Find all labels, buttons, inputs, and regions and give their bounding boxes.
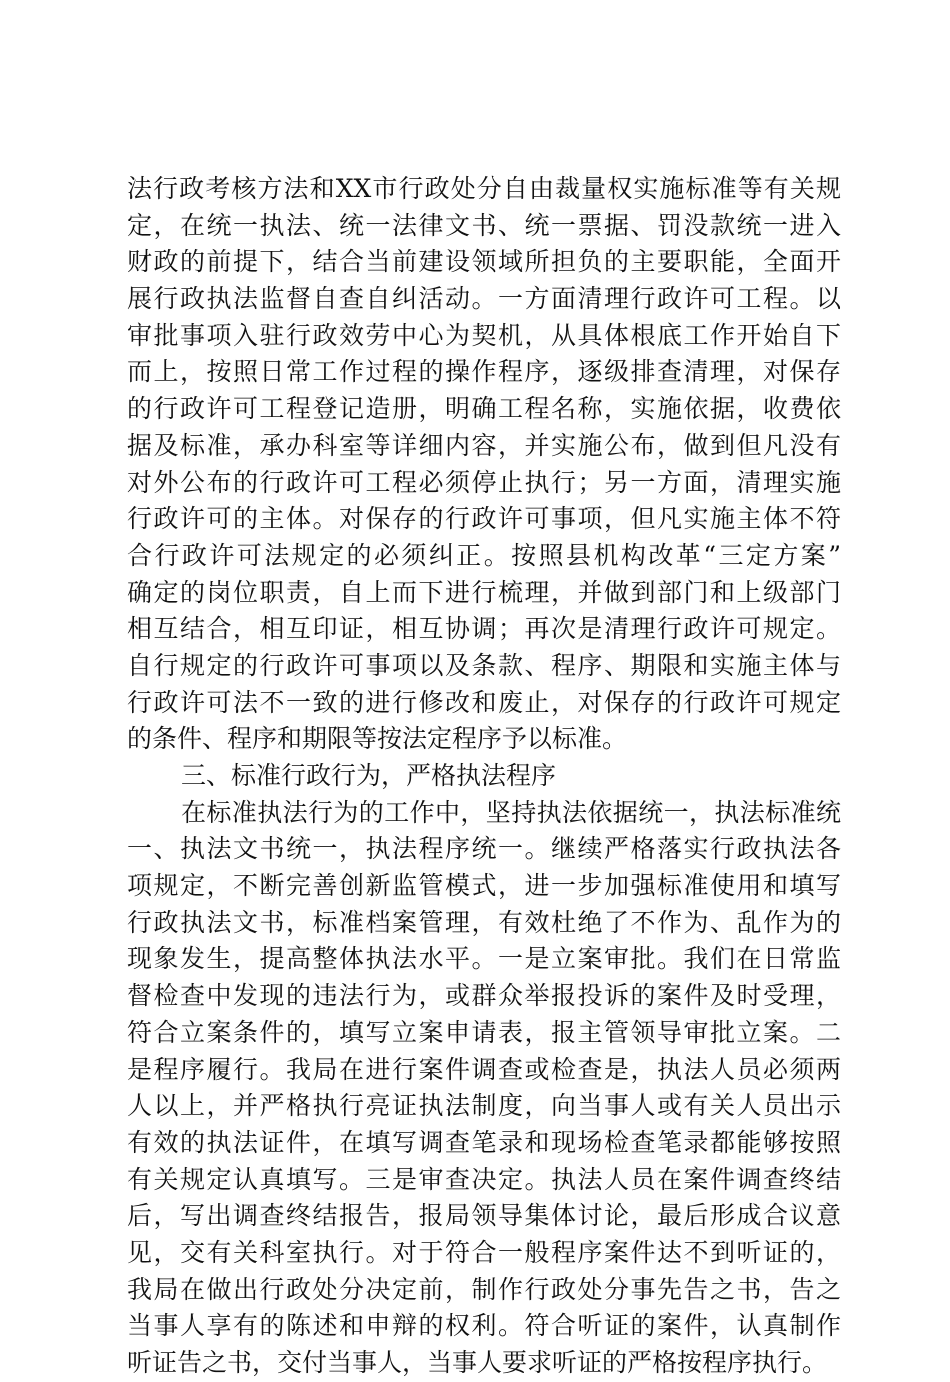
paragraph-2-line: 项规定，不断完善创新监管模式，进一步加强标准使用和填写 <box>127 871 841 901</box>
paragraph-2-line: 听证告之书，交付当事人，当事人要求听证的严格按程序执行。 <box>127 1348 828 1377</box>
paragraph-1-line: 的条件、程序和期限等按法定程序予以标准。 <box>127 724 628 754</box>
paragraph-1-line: 审批事项入驻行政效劳中心为契机，从具体根底工作开始自下 <box>127 320 841 350</box>
paragraph-1-line: 行政许可法不一致的进行修改和废止，对保存的行政许可规定 <box>127 687 841 717</box>
paragraph-2-line: 一、执法文书统一，执法程序统一。继续严格落实行政执法各 <box>127 834 841 864</box>
paragraph-2-line: 在标准执法行为的工作中，坚持执法依据统一，执法标准统 <box>181 797 841 827</box>
paragraph-2-line: 符合立案条件的，填写立案申请表，报主管领导审批立案。二 <box>127 1017 841 1047</box>
paragraph-1-line: 行政许可的主体。对保存的行政许可事项，但凡实施主体不符 <box>127 504 841 534</box>
paragraph-1-line: 对外公布的行政许可工程必须停止执行；另一方面，清理实施 <box>127 467 841 497</box>
paragraph-1-line: 自行规定的行政许可事项以及条款、程序、期限和实施主体与 <box>127 650 841 680</box>
paragraph-1-line: 定，在统一执法、统一法律文书、统一票据、罚没款统一进入 <box>127 210 841 240</box>
paragraph-2-line: 有关规定认真填写。三是审查决定。执法人员在案件调查终结 <box>127 1164 841 1194</box>
paragraph-1-line: 确定的岗位职责，自上而下进行梳理，并做到部门和上级部门 <box>127 577 841 607</box>
paragraph-2-line: 有效的执法证件，在填写调查笔录和现场检查笔录都能够按照 <box>127 1127 841 1157</box>
paragraph-1-line: 相互结合，相互印证，相互协调；再次是清理行政许可规定。 <box>127 614 841 644</box>
paragraph-2-line: 我局在做出行政处分决定前，制作行政处分事先告之书，告之 <box>127 1274 841 1304</box>
paragraph-1-line: 的行政许可工程登记造册，明确工程名称，实施依据，收费依 <box>127 394 841 424</box>
paragraph-1-line: 据及标准，承办科室等详细内容，并实施公布，做到但凡没有 <box>127 430 841 460</box>
paragraph-2-line: 现象发生，提高整体执法水平。一是立案审批。我们在日常监 <box>127 944 841 974</box>
paragraph-1-line: 展行政执法监督自查自纠活动。一方面清理行政许可工程。以 <box>127 284 841 314</box>
paragraph-2-line: 督检查中发现的违法行为，或群众举报投诉的案件及时受理， <box>127 981 841 1011</box>
paragraph-2-line: 人以上，并严格执行亮证执法制度，向当事人或有关人员出示 <box>127 1091 841 1121</box>
paragraph-2-line: 后，写出调查终结报告，报局领导集体讨论，最后形成合议意 <box>127 1201 841 1231</box>
paragraph-1-line: 财政的前提下，结合当前建设领域所担负的主要职能，全面开 <box>127 247 841 277</box>
paragraph-2-line: 见，交有关科室执行。对于符合一般程序案件达不到听证的， <box>127 1237 841 1267</box>
paragraph-1-line: 而上，按照日常工作过程的操作程序，逐级排查清理，对保存 <box>127 357 841 387</box>
section-heading: 三、标准行政行为，严格执法程序 <box>181 761 557 790</box>
paragraph-1-line: 法行政考核方法和XX市行政处分自由裁量权实施标准等有关规 <box>127 174 841 203</box>
paragraph-2-line: 是程序履行。我局在进行案件调查或检查是，执法人员必须两 <box>127 1054 841 1084</box>
paragraph-2-line: 行政执法文书，标准档案管理，有效杜绝了不作为、乱作为的 <box>127 907 841 937</box>
document-body <box>127 171 841 1382</box>
paragraph-2-line: 当事人享有的陈述和申辩的权利。符合听证的案件，认真制作 <box>127 1311 841 1341</box>
paragraph-1-line: 合行政许可法规定的必须纠正。按照县机构改革“三定方案” <box>127 540 841 570</box>
